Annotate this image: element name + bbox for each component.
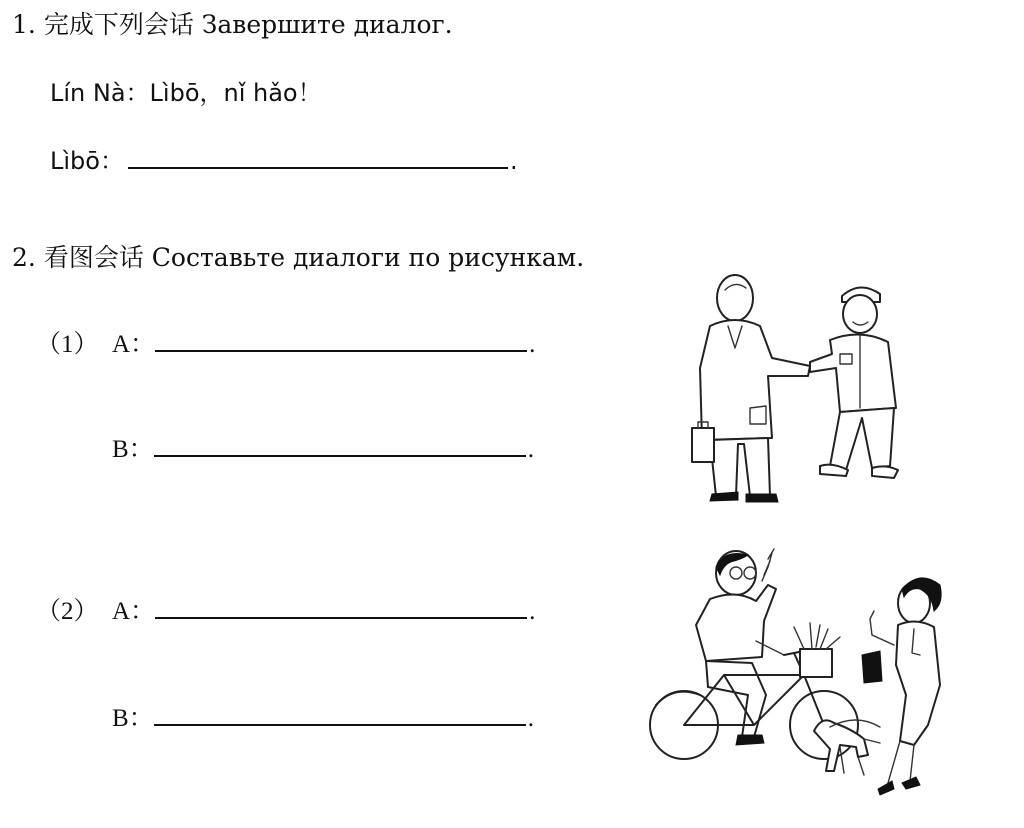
line-end: . xyxy=(527,705,534,732)
bicycle-greeting-illustration xyxy=(644,545,954,807)
answer-blank-libo[interactable] xyxy=(128,147,508,169)
answer-blank-2a[interactable] xyxy=(155,597,527,619)
item-1-a-line xyxy=(36,330,535,360)
answer-blank-1b[interactable] xyxy=(154,435,526,457)
worker-figure xyxy=(810,287,898,478)
exercise-1-title-ru: Завершите диалог. xyxy=(201,10,453,39)
item-1-index: （1） xyxy=(36,331,99,358)
exercise-2-heading xyxy=(12,243,584,273)
exercise-2-title-ru: Составьте диалоги по рисункам. xyxy=(151,243,585,272)
greeting-text: Lìbō，nǐ hǎo！ xyxy=(149,79,322,107)
handshake-illustration xyxy=(680,268,920,513)
line-end: . xyxy=(529,331,536,358)
line-end: . xyxy=(527,436,534,463)
line-end: . xyxy=(509,147,518,175)
item-2-b-line xyxy=(112,704,534,734)
line-end: . xyxy=(529,598,536,625)
exercise-1-number: 1. xyxy=(12,10,36,39)
item-2-a-label: A： xyxy=(112,598,156,625)
colon: ： xyxy=(125,79,150,107)
businessman-figure xyxy=(692,275,810,502)
dog-figure xyxy=(814,720,880,775)
dialog-line-1 xyxy=(50,78,322,108)
item-2-a-line xyxy=(36,597,535,627)
item-2-index: （2） xyxy=(36,598,99,625)
exercise-1-heading xyxy=(12,10,453,40)
speaker-libo: Lìbō xyxy=(50,147,100,175)
item-1-b-line xyxy=(112,435,534,465)
dialog-line-2 xyxy=(50,146,518,176)
speaker-lin-na: Lín Nà xyxy=(50,79,126,107)
colon: ： xyxy=(99,147,124,175)
cyclist-figure xyxy=(696,549,784,745)
item-1-b-label: B： xyxy=(112,436,154,463)
exercise-2-title-zh: 看图会话 xyxy=(43,243,144,272)
answer-blank-2b[interactable] xyxy=(154,704,526,726)
woman-figure xyxy=(862,578,941,795)
item-2-b-label: B： xyxy=(112,705,154,732)
exercise-1-title-zh: 完成下列会话 xyxy=(43,10,194,39)
item-1-a-label: A： xyxy=(112,331,156,358)
exercise-2-number: 2. xyxy=(12,243,36,272)
answer-blank-1a[interactable] xyxy=(155,330,527,352)
